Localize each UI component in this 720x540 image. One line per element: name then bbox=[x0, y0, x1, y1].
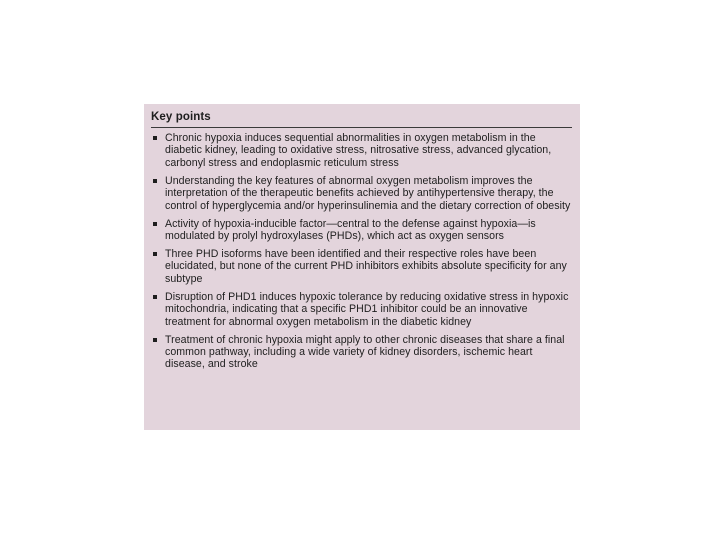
bullet-icon bbox=[153, 179, 157, 183]
bullet-icon bbox=[153, 222, 157, 226]
list-item bbox=[151, 132, 572, 169]
bullet-icon bbox=[153, 252, 157, 256]
list-item-text: Chronic hypoxia induces sequential abnormalities in oxygen metabolism in the diabetic kidney, leading to oxidative stress, nitrosative stress, advanced glycation, carbonyl stress and endoplasmic reticulum stress bbox=[165, 132, 552, 169]
list-item-text: Disruption of PHD1 induces hypoxic tolerance by reducing oxidative stress in hypoxic mitochondria, indicating that a specific PHD1 inhibitor could be an innovative treatment for abnormal oxygen metabolism in the diabetic kidney bbox=[165, 290, 569, 328]
key-points-title: Key points bbox=[151, 111, 211, 123]
list-item bbox=[151, 175, 572, 212]
list-item-text: Three PHD isoforms have been identified and their respective roles have been elucidated, but none of the current PHD inhibitors exhibits absolute specificity for any subtype bbox=[165, 248, 567, 285]
title-divider bbox=[151, 127, 572, 128]
bullet-icon bbox=[153, 136, 157, 140]
list-item bbox=[151, 218, 572, 243]
list-item bbox=[151, 334, 572, 371]
bullet-icon bbox=[153, 338, 157, 342]
list-item-text: Treatment of chronic hypoxia might apply to other chronic diseases that share a final common pathway, including a wide variety of kidney disorders, ischemic heart disease, and stroke bbox=[165, 333, 565, 371]
list-item-text: Understanding the key features of abnormal oxygen metabolism improves the interpretation of the therapeutic benefits achieved by antihypertensive therapy, the control of hyperglycemia and/or hyperinsulinemia and the dietary correction of obesity bbox=[165, 174, 571, 212]
bullet-icon bbox=[153, 295, 157, 299]
list-item bbox=[151, 291, 572, 328]
key-points-list bbox=[151, 132, 572, 371]
list-item-text: Activity of hypoxia-inducible factor—central to the defense against hypoxia—is modulated by prolyl hydroxylases (PHDs), which act as oxygen sensors bbox=[165, 217, 536, 243]
key-points-box bbox=[144, 104, 580, 430]
list-item bbox=[151, 248, 572, 285]
